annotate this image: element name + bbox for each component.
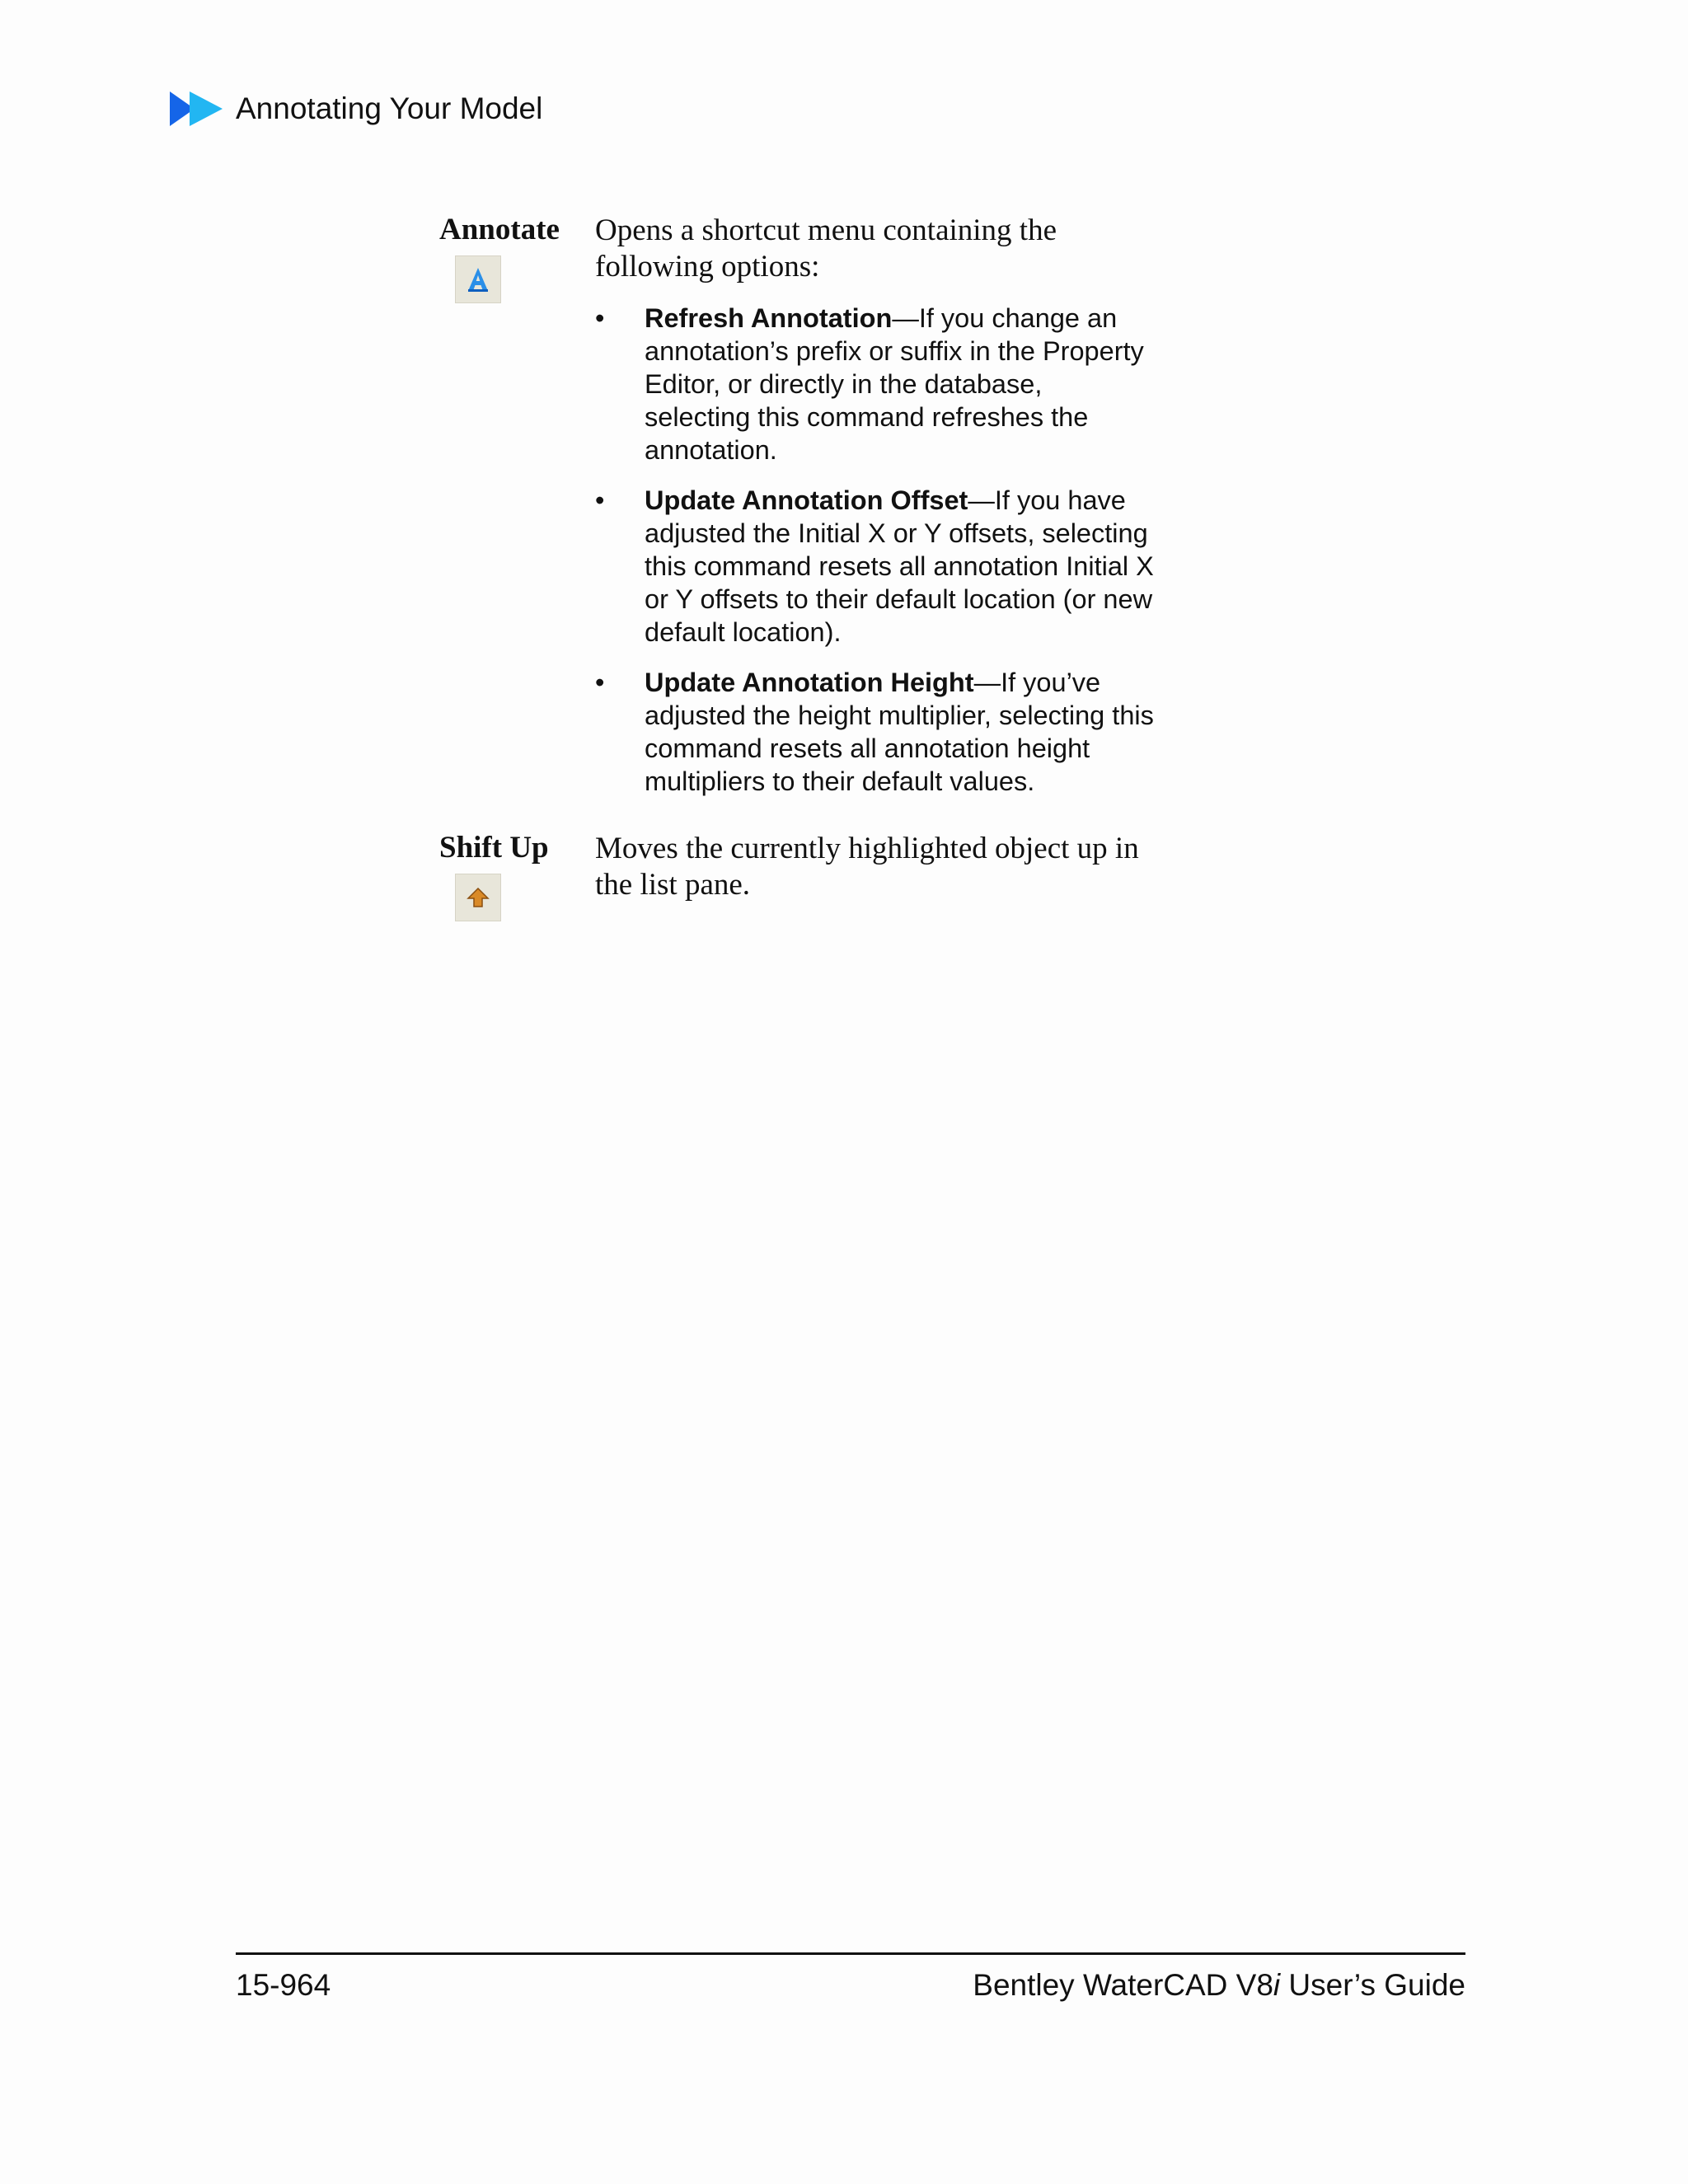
bullet: • bbox=[595, 485, 605, 515]
chapter-title: Annotating Your Model bbox=[236, 91, 543, 125]
option-name: Update Annotation Offset bbox=[645, 485, 968, 515]
option-name: Update Annotation Height bbox=[645, 668, 974, 697]
command-name: Annotate bbox=[439, 213, 560, 246]
annotate-icon bbox=[455, 255, 501, 303]
command-description: Opens a shortcut menu containing the following options: bbox=[595, 213, 1057, 284]
list-item bbox=[593, 484, 1154, 649]
book-title-italic: i bbox=[1273, 1968, 1281, 2002]
book-title bbox=[973, 1968, 1465, 2003]
bullet: • bbox=[595, 303, 605, 333]
annotate-option-list bbox=[593, 302, 1154, 815]
option-text: —If you change an annotation’s prefix or suffix in the Property Editor, or directly in the database, selecting this command refreshes the annotation. bbox=[645, 303, 1144, 465]
double-arrow-icon bbox=[170, 91, 223, 126]
option-text: —If you’ve adjusted the height multiplier, selecting this command resets all annotation height multipliers to their default values. bbox=[645, 668, 1154, 796]
list-item bbox=[593, 302, 1154, 466]
list-item bbox=[593, 666, 1154, 798]
book-title-prefix: Bentley WaterCAD V8 bbox=[973, 1968, 1273, 2002]
bullet: • bbox=[595, 668, 605, 697]
option-name: Refresh Annotation bbox=[645, 303, 893, 333]
shift-up-arrow-icon bbox=[455, 874, 501, 921]
book-title-suffix: User’s Guide bbox=[1280, 1968, 1465, 2002]
footer-rule bbox=[236, 1952, 1465, 1955]
option-text: —If you have adjusted the Initial X or Y offsets, selecting this command resets all annotation Initial X or Y offsets to their default location (or new default location). bbox=[645, 485, 1154, 647]
command-description: Moves the currently highlighted object up in the list pane. bbox=[595, 832, 1139, 902]
command-name: Shift Up bbox=[439, 831, 549, 865]
page-number: 15-964 bbox=[236, 1968, 331, 2002]
chapter-header bbox=[170, 84, 542, 134]
